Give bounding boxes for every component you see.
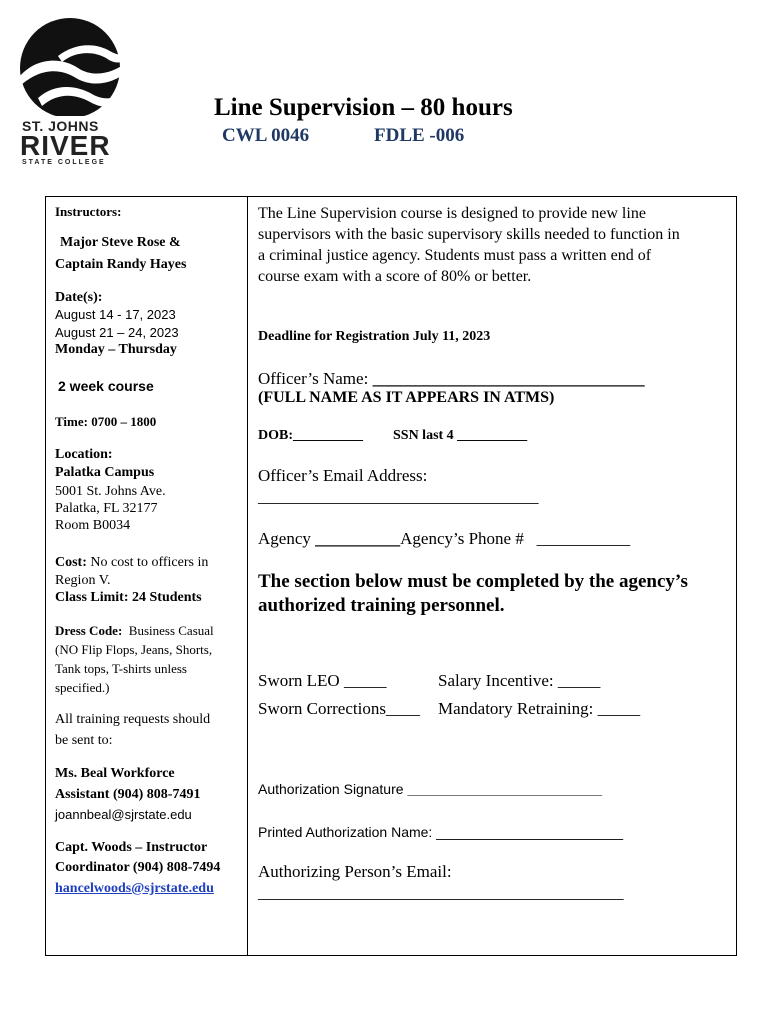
contact-1-name: Ms. Beal Workforce bbox=[55, 766, 175, 781]
dob-field[interactable]: DOB:__________ bbox=[258, 428, 363, 443]
agency-section-line-1: The section below must be completed by the agency’s bbox=[258, 571, 688, 592]
dates-label: Date(s): bbox=[55, 290, 103, 305]
contact-2-email-link[interactable]: hancelwoods@sjrstate.edu bbox=[55, 881, 214, 896]
instructors-label: Instructors: bbox=[55, 204, 122, 219]
address-line-2: Palatka, FL 32177 bbox=[55, 501, 158, 516]
date-2: August 21 – 24, 2023 bbox=[55, 325, 179, 340]
authorization-signature-field[interactable] bbox=[258, 781, 602, 797]
contact-2-phone: Coordinator (904) 808-7494 bbox=[55, 860, 221, 875]
course-days: Monday – Thursday bbox=[55, 342, 177, 357]
dress-code-line-4: specified.) bbox=[55, 680, 110, 695]
officer-name-blank[interactable]: ________________________________ bbox=[372, 369, 645, 388]
location-campus: Palatka Campus bbox=[55, 465, 155, 480]
officer-name-label: Officer’s Name: bbox=[258, 369, 373, 388]
cost-line-2: Region V. bbox=[55, 573, 111, 588]
location-label: Location: bbox=[55, 447, 113, 462]
sworn-corrections-field[interactable]: Sworn Corrections____ bbox=[258, 699, 420, 718]
agency-section-line-2: authorized training personnel. bbox=[258, 595, 505, 616]
dress-code-line-3: Tank tops, T-shirts unless bbox=[55, 661, 187, 676]
ssn-field[interactable]: SSN last 4 __________ bbox=[393, 428, 528, 443]
printed-authorization-name-field[interactable]: Printed Authorization Name: ________________________ bbox=[258, 824, 624, 840]
authorizing-email-blank[interactable]: ___________________________________________ bbox=[258, 883, 624, 902]
cost-value: No cost to officers in bbox=[86, 555, 209, 570]
room-number: Room B0034 bbox=[55, 518, 131, 533]
logo-line-1: ST. JOHNS bbox=[22, 118, 99, 134]
agency-phone-field[interactable]: Agency’s Phone # ___________ bbox=[400, 529, 631, 548]
requests-line-2: be sent to: bbox=[55, 733, 113, 748]
registration-deadline: Deadline for Registration July 11, 2023 bbox=[258, 329, 491, 344]
dress-code-value: Business Casual bbox=[122, 623, 214, 638]
cost-label: Cost: bbox=[55, 555, 87, 570]
sworn-leo-field[interactable]: Sworn LEO _____ bbox=[258, 671, 387, 690]
mandatory-retraining-field[interactable]: Mandatory Retraining: _____ bbox=[438, 699, 641, 718]
course-code: CWL 0046 bbox=[222, 125, 310, 146]
river-wave-emblem-icon bbox=[18, 16, 130, 116]
address-line-1: 5001 St. Johns Ave. bbox=[55, 484, 166, 499]
cost-line-1 bbox=[55, 555, 208, 571]
agency-field[interactable] bbox=[258, 529, 630, 549]
class-limit: Class Limit: 24 Students bbox=[55, 590, 202, 605]
instructor-1: Major Steve Rose & bbox=[60, 235, 181, 250]
authorizing-email-label: Authorizing Person’s Email: bbox=[258, 862, 452, 881]
agency-label: Agency bbox=[258, 529, 316, 548]
full-name-note: (FULL NAME AS IT APPEARS IN ATMS) bbox=[258, 389, 555, 406]
college-logo bbox=[18, 16, 130, 168]
dress-code-label: Dress Code: bbox=[55, 623, 123, 638]
logo-line-2: RIVER bbox=[20, 130, 111, 161]
description-line-4: course exam with a score of 80% or better. bbox=[258, 268, 532, 285]
email-blank[interactable]: _________________________________ bbox=[258, 487, 539, 506]
dress-code-line-2: (NO Flip Flops, Jeans, Shorts, bbox=[55, 642, 213, 657]
description-line-1: The Line Supervision course is designed to provide new line bbox=[258, 205, 646, 222]
auth-signature-label: Authorization Signature bbox=[258, 781, 408, 797]
requests-line-1: All training requests should bbox=[55, 712, 211, 727]
instructor-2: Captain Randy Hayes bbox=[55, 257, 187, 272]
fdle-code: FDLE -006 bbox=[374, 125, 465, 146]
description-line-2: supervisors with the basic supervisory skills needed to function in bbox=[258, 226, 680, 243]
date-1: August 14 - 17, 2023 bbox=[55, 307, 176, 322]
contact-2-name: Capt. Woods – Instructor bbox=[55, 840, 208, 855]
auth-signature-blank[interactable]: _________________________ bbox=[407, 781, 603, 797]
page-title: Line Supervision – 80 hours bbox=[214, 94, 513, 121]
agency-blank[interactable]: __________ bbox=[315, 529, 401, 548]
contact-1-phone: Assistant (904) 808-7491 bbox=[55, 787, 201, 802]
logo-line-3: STATE COLLEGE bbox=[22, 159, 106, 166]
email-label: Officer’s Email Address: bbox=[258, 466, 428, 485]
salary-incentive-field[interactable]: Salary Incentive: _____ bbox=[438, 671, 601, 690]
description-line-3: a criminal justice agency. Students must pass a written end of bbox=[258, 247, 652, 264]
contact-1-email[interactable]: joannbeal@sjrstate.edu bbox=[55, 807, 192, 822]
course-time: Time: 0700 – 1800 bbox=[55, 414, 157, 429]
column-divider bbox=[247, 196, 248, 956]
course-duration: 2 week course bbox=[58, 378, 154, 394]
officer-name-field[interactable] bbox=[258, 369, 645, 389]
dress-code-line-1 bbox=[55, 623, 214, 639]
